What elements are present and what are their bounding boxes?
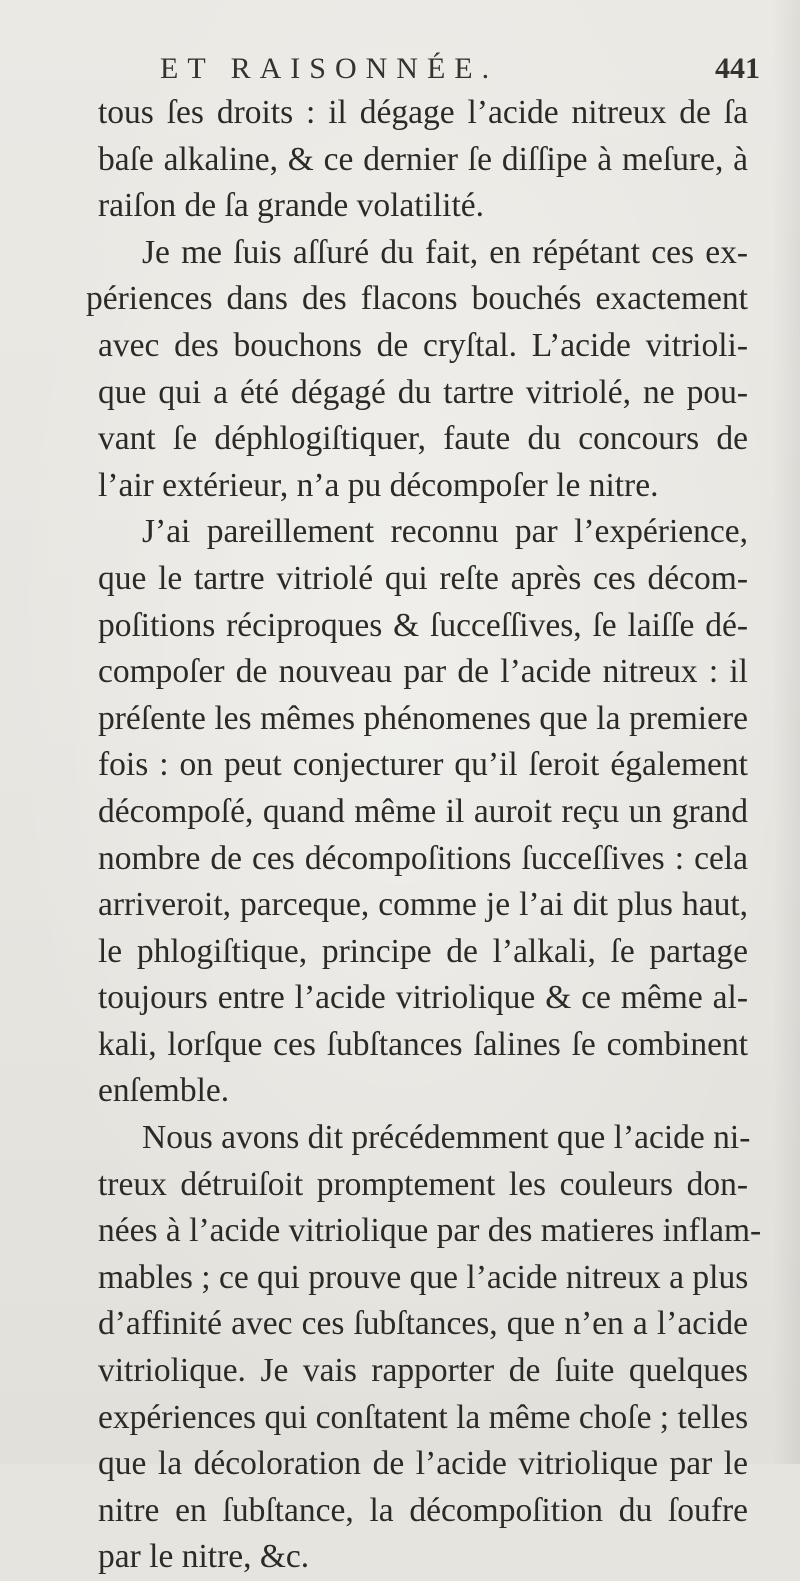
page-number: 441 — [715, 52, 760, 85]
text-line: poſitions réciproques & ſucceſſives, ſe laiſſe dé- — [98, 606, 748, 644]
text-line: avec des bouchons de cryſtal. L’acide vitrioli- — [98, 326, 748, 364]
text-line: périences dans des flacons bouchés exactement — [86, 280, 748, 318]
text-line: vant ſe déphlogiſtiquer, faute du concours de — [98, 420, 748, 458]
text-line: compoſer de nouveau par de l’acide nitreux : il — [98, 653, 748, 691]
text-line: vitriolique. Je vais rapporter de ſuite quelques — [98, 1352, 748, 1390]
text-line: tous ſes droits : il dégage l’acide nitreux de ſa — [98, 94, 748, 131]
text-line: que la décoloration de l’acide vitriolique par le — [98, 1445, 748, 1483]
text-line: que le tartre vitriolé qui reſte après ces décom- — [98, 559, 748, 597]
text-line: toujours entre l’acide vitriolique & ce même al- — [98, 979, 748, 1017]
body-text — [86, 90, 762, 1581]
paragraph-start-line: Je me ſuis aſſuré du fait, en répétant ces ex- — [142, 233, 748, 271]
page-header — [160, 52, 760, 92]
text-line: nées à l’acide vitriolique par des matieres inflam- — [98, 1212, 762, 1250]
page-edge-shadow — [772, 0, 800, 1464]
text-line: enſemble. — [98, 1072, 230, 1110]
running-title: ET RAISONNÉE. — [160, 52, 499, 85]
text-line: l’air extérieur, n’a pu décompoſer le nitre. — [98, 466, 659, 504]
text-line: fois : on peut conjecturer qu’il ſeroit également — [98, 746, 748, 784]
paragraph-start-line: J’ai pareillement reconnu par l’expérience, — [142, 513, 748, 551]
text-line: d’affinité avec ces ſubſtances, que n’en a l’acide — [98, 1305, 748, 1343]
text-line: préſente les mêmes phénomenes que la premiere — [98, 699, 748, 737]
text-line: nitre en ſubſtance, la décompoſition du ſoufre — [98, 1491, 748, 1529]
text-line: raiſon de ſa grande volatilité. — [98, 187, 485, 225]
text-line: kali, lorſque ces ſubſtances ſalines ſe combinent — [98, 1025, 748, 1063]
text-line: nombre de ces décompoſitions ſucceſſives : cela — [98, 839, 748, 877]
text-line: décompoſé, quand même il auroit reçu un grand — [98, 792, 748, 830]
paragraph-start-line: Nous avons dit précédemment que l’acide ni- — [142, 1119, 751, 1157]
text-line: treux détruiſoit promptement les couleurs don- — [98, 1165, 748, 1203]
text-line: par le nitre, &c. — [98, 1538, 310, 1576]
text-line: baſe alkaline, & ce dernier ſe diſſipe à meſure, à — [98, 140, 748, 178]
text-line: que qui a été dégagé du tartre vitriolé, ne pou- — [98, 373, 748, 411]
text-line: arriveroit, parceque, comme je l’ai dit plus haut, — [98, 886, 748, 924]
text-line: expériences qui conſtatent la même choſe ; telles — [98, 1398, 749, 1436]
text-line: le phlogiſtique, principe de l’alkali, ſe partage — [98, 932, 748, 970]
text-line: mables ; ce qui prouve que l’acide nitreux a plus — [98, 1258, 749, 1296]
